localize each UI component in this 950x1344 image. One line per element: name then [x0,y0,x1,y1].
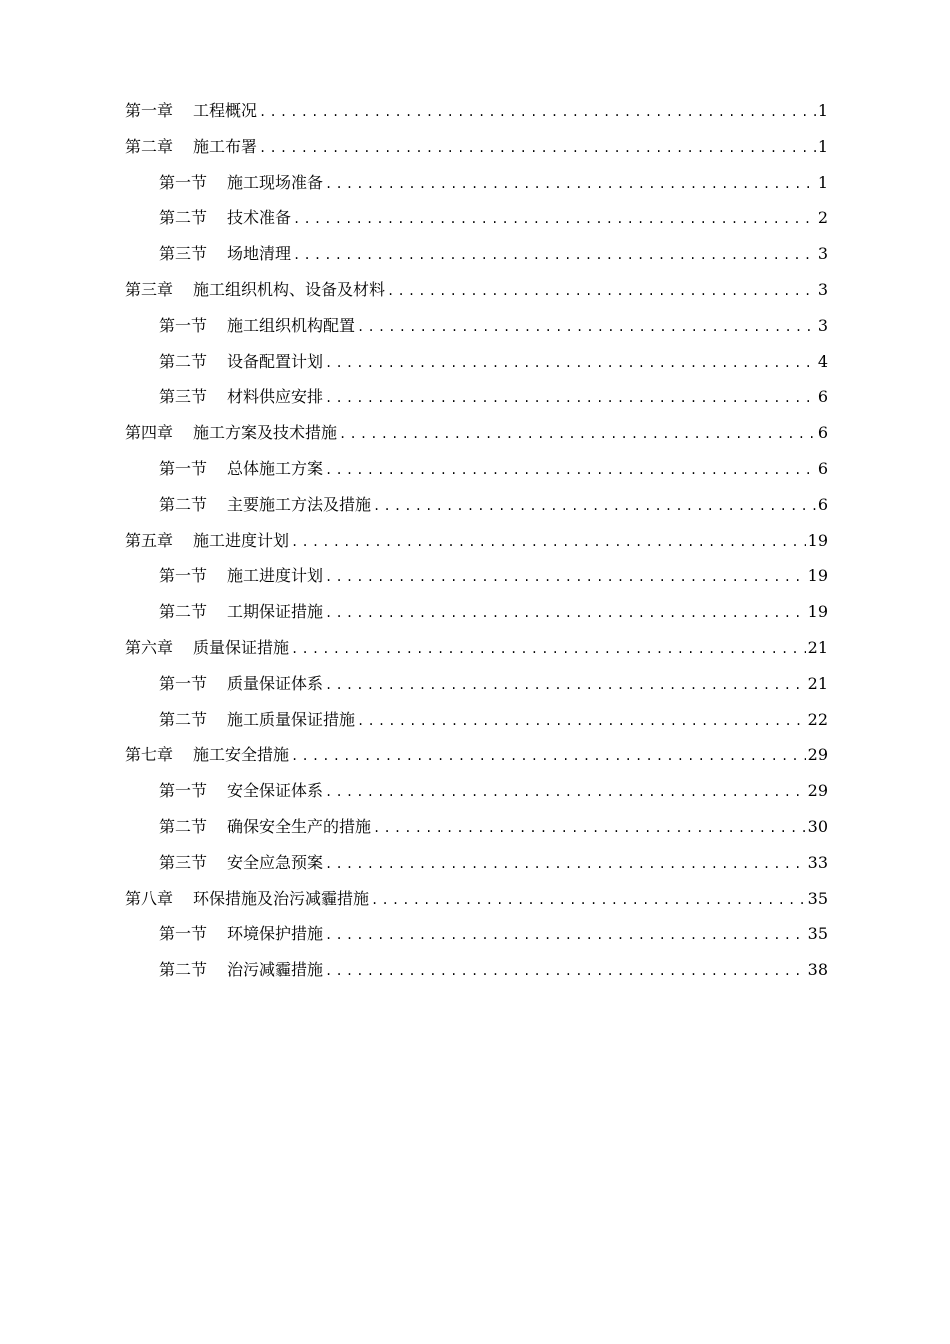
toc-dot-leader [325,954,806,990]
toc-page-number: 4 [817,351,828,371]
toc-page-number: 21 [807,673,828,693]
toc-page-number: 22 [807,709,828,729]
toc-dot-leader [339,417,816,453]
toc-entry-label [159,809,371,845]
toc-entry-label [159,487,371,523]
toc-entry-number: 第一节 [159,924,208,944]
toc-entry-title: 施工方案及技术措施 [193,423,338,443]
toc-page-number: 3 [817,244,828,264]
toc-dot-leader [293,238,816,274]
toc-chapter-entry[interactable] [125,523,828,559]
toc-page-number: 19 [807,530,828,550]
toc-entry-title: 施工进度计划 [193,530,290,550]
toc-entry-title: 安全应急预案 [227,852,324,872]
toc-entry-number: 第一节 [159,315,208,335]
toc-entry-label [159,952,323,988]
toc-dot-leader [259,131,816,167]
toc-entry-title: 技术准备 [227,208,292,228]
toc-entry-label [159,200,291,236]
toc-entry-label [125,737,289,773]
toc-dot-leader [291,525,806,561]
toc-entry-label [159,451,323,487]
toc-entry-number: 第五章 [125,530,174,550]
toc-page-number: 6 [817,494,828,514]
toc-page-number: 35 [807,888,828,908]
toc-dot-leader [325,918,806,954]
toc-entry-number: 第二节 [159,208,208,228]
toc-entry-label [159,702,355,738]
toc-section-entry[interactable] [125,165,828,201]
toc-section-entry[interactable] [125,952,828,988]
toc-entry-title: 工期保证措施 [227,602,324,622]
toc-entry-number: 第二节 [159,816,208,836]
toc-entry-label [125,415,337,451]
toc-page-number: 35 [807,924,828,944]
toc-dot-leader [373,811,806,847]
toc-section-entry[interactable] [125,200,828,236]
toc-section-entry[interactable] [125,236,828,272]
toc-entry-title: 材料供应安排 [227,387,324,407]
toc-page-number: 38 [807,960,828,980]
toc-page-number: 19 [807,602,828,622]
toc-entry-title: 场地清理 [227,244,292,264]
toc-page-number: 33 [807,852,828,872]
toc-dot-leader [325,668,806,704]
toc-entry-number: 第一节 [159,458,208,478]
toc-entry-title: 总体施工方案 [227,458,324,478]
toc-entry-label [159,165,323,201]
toc-dot-leader [291,739,806,775]
toc-entry-label [125,129,257,165]
toc-chapter-entry[interactable] [125,737,828,773]
toc-entry-number: 第三节 [159,387,208,407]
toc-chapter-entry[interactable] [125,630,828,666]
toc-section-entry[interactable] [125,558,828,594]
toc-entry-number: 第三节 [159,852,208,872]
toc-entry-title: 确保安全生产的措施 [227,816,372,836]
toc-entry-label [159,236,291,272]
toc-section-entry[interactable] [125,379,828,415]
toc-entry-number: 第二节 [159,960,208,980]
toc-entry-title: 工程概况 [193,101,258,120]
toc-chapter-entry[interactable] [125,415,828,451]
toc-entry-number: 第七章 [125,745,174,765]
toc-section-entry[interactable] [125,702,828,738]
toc-entry-label [159,594,323,630]
toc-page-number: 1 [817,172,828,192]
toc-entry-label [159,773,323,809]
toc-entry-label [159,845,323,881]
toc-dot-leader [357,704,806,740]
toc-entry-number: 第一节 [159,673,208,693]
toc-section-entry[interactable] [125,487,828,523]
toc-section-entry[interactable] [125,845,828,881]
toc-entry-title: 施工进度计划 [227,566,324,586]
toc-entry-title: 施工组织机构、设备及材料 [193,279,386,299]
toc-page-number: 21 [807,637,828,657]
table-of-contents [125,93,828,988]
toc-entry-title: 质量保证体系 [227,673,324,693]
toc-entry-number: 第一节 [159,172,208,192]
toc-dot-leader [325,346,816,382]
toc-entry-number: 第一节 [159,781,208,801]
toc-entry-label [125,630,289,666]
toc-entry-title: 主要施工方法及措施 [227,494,372,514]
toc-page-number: 2 [817,208,828,228]
toc-dot-leader [357,310,816,346]
toc-entry-number: 第八章 [125,888,174,908]
toc-page-number: 19 [807,566,828,586]
toc-entry-number: 第四章 [125,423,174,443]
toc-entry-title: 施工组织机构配置 [227,315,356,335]
toc-entry-title: 环保措施及治污减霾措施 [193,888,370,908]
toc-section-entry[interactable] [125,916,828,952]
toc-page-number: 3 [817,279,828,299]
toc-chapter-entry[interactable] [125,129,828,165]
toc-entry-label [159,666,323,702]
toc-dot-leader [291,632,806,668]
toc-entry-label [159,558,323,594]
toc-page-number: 6 [817,458,828,478]
toc-section-entry[interactable] [125,451,828,487]
toc-entry-title: 施工质量保证措施 [227,709,356,729]
toc-section-entry[interactable] [125,809,828,845]
toc-page-number: 3 [817,315,828,335]
toc-entry-label [159,344,323,380]
toc-page-number: 6 [817,423,828,443]
toc-entry-number: 第一章 [125,101,174,120]
toc-entry-number: 第二节 [159,709,208,729]
toc-dot-leader [325,596,806,632]
toc-entry-title: 设备配置计划 [227,351,324,371]
toc-entry-label [159,308,355,344]
toc-entry-number: 第二节 [159,602,208,622]
toc-entry-number: 第二章 [125,136,174,156]
toc-entry-label [125,523,289,559]
toc-entry-title: 施工现场准备 [227,172,324,192]
toc-chapter-entry[interactable] [125,881,828,917]
toc-dot-leader [325,775,806,811]
toc-entry-label [125,272,385,308]
toc-page-number: 1 [817,136,828,156]
toc-section-entry[interactable] [125,666,828,702]
toc-entry-number: 第二节 [159,351,208,371]
toc-dot-leader [371,883,806,919]
toc-page-number: 30 [807,816,828,836]
toc-entry-label [125,93,257,129]
toc-entry-title: 环境保护措施 [227,924,324,944]
toc-section-entry[interactable] [125,308,828,344]
toc-page-number: 6 [817,387,828,407]
toc-dot-leader [259,95,816,131]
toc-dot-leader [387,274,816,310]
toc-dot-leader [325,847,806,883]
toc-chapter-entry[interactable] [125,93,828,129]
toc-dot-leader [373,489,816,525]
toc-entry-number: 第六章 [125,637,174,657]
toc-entry-label [159,379,323,415]
toc-dot-leader [293,202,816,238]
toc-page-number: 1 [817,101,828,120]
toc-section-entry[interactable] [125,773,828,809]
toc-entry-label [125,881,369,917]
toc-entry-number: 第三章 [125,279,174,299]
toc-page-number: 29 [807,745,828,765]
toc-entry-title: 施工布署 [193,136,258,156]
toc-dot-leader [325,453,816,489]
toc-section-entry[interactable] [125,594,828,630]
toc-entry-number: 第二节 [159,494,208,514]
toc-entry-title: 施工安全措施 [193,745,290,765]
toc-entry-number: 第三节 [159,244,208,264]
toc-entry-title: 治污减霾措施 [227,960,324,980]
toc-section-entry[interactable] [125,344,828,380]
toc-chapter-entry[interactable] [125,272,828,308]
toc-page-number: 29 [807,781,828,801]
toc-entry-number: 第一节 [159,566,208,586]
toc-entry-title: 安全保证体系 [227,781,324,801]
toc-dot-leader [325,381,816,417]
toc-entry-title: 质量保证措施 [193,637,290,657]
toc-dot-leader [325,560,806,596]
toc-entry-label [159,916,323,952]
toc-dot-leader [325,167,816,203]
